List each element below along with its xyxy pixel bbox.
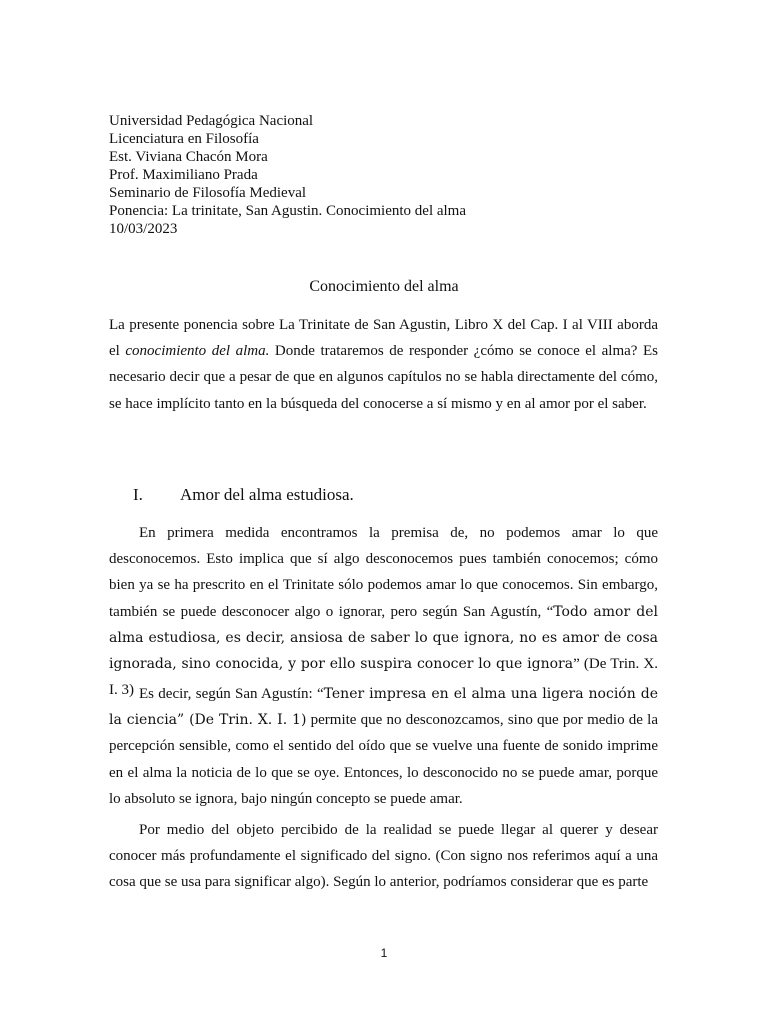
- paragraph4-text: Por medio del objeto percibido de la realidad se puede llegar al querer y desear conocer más profundamente el significado del signo. (Con signo nos referimos aquí a una cosa que se usa para significar algo). Según lo anterior, podríamos considerar que es parte: [109, 822, 658, 891]
- header-seminar: Seminario de Filosofía Medieval: [109, 185, 307, 201]
- paragraph2-quote: Todo amor del alma estudiosa, es decir, ansiosa de saber lo que ignora, no es amor de cosa ignorada, sino conocida, y por ello suspira conocer lo que ignora: [109, 603, 658, 673]
- intro-emphasis: conocimiento del alma.: [125, 343, 270, 360]
- paragraph2-text-before: En primera medida encontramos la premisa de, no podemos amar lo que desconocemos. Esto implica que sí algo desconocemos pues también conocemos; cómo bien ya se ha prescrito en el Trinitate sólo podemos amar lo que conocemos. Sin embargo, también se puede desconocer algo o ignorar, pero según San Agustín, “: [109, 525, 658, 620]
- header-program: Licenciatura en Filosofía: [109, 131, 259, 147]
- intro-text-after: Donde trataremos de responder ¿cómo se conoce el alma? Es necesario decir que a pesar de que en algunos capítulos no se habla directamente del cómo, se hace implícito tanto en la búsqueda del conocerse a sí mismo y en al amor por el saber.: [109, 343, 658, 412]
- page-number: 1: [380, 946, 388, 960]
- header-university: Universidad Pedagógica Nacional: [109, 113, 314, 129]
- paragraph3-text-after: permite que no desconozcamos, sino que por medio de la percepción sensible, como el sentido del oído que se vuelve una fuente de sonido imprime en el alma la noticia de lo que se oye. Entonces, lo desconocido no se puede amar, porque lo absoluto se ignora, bajo ningún concepto se puede amar.: [109, 712, 658, 807]
- document-title: Conocimiento del alma: [309, 278, 459, 295]
- intro-paragraph: [109, 312, 658, 417]
- section-number: I.: [133, 485, 143, 504]
- header-ponencia: Ponencia: La trinitate, San Agustin. Conocimiento del alma: [109, 203, 467, 219]
- section-title: Amor del alma estudiosa.: [180, 485, 354, 504]
- header-date: 10/03/2023: [109, 221, 178, 237]
- paragraph3-quote: Tener impresa en el alma una ligera noción de la ciencia” (De Trin. X. I. 1): [109, 686, 658, 729]
- header-professor: Prof. Maximiliano Prada: [109, 167, 258, 183]
- document-header: [109, 112, 466, 238]
- body-paragraph-4: [109, 817, 658, 896]
- intro-text-before: La presente ponencia sobre La Trinitate de San Agustin, Libro X del Cap. I al VIII aborda el: [109, 317, 658, 360]
- section-heading: [133, 484, 354, 506]
- paragraph3-text-before: Es decir, según San Agustín: “: [139, 686, 324, 702]
- header-student: Est. Viviana Chacón Mora: [109, 149, 268, 165]
- body-paragraph-3: [109, 681, 658, 812]
- paragraph2-text-after: ” (De Trin. X. I. 3): [109, 656, 658, 699]
- body-paragraph-2: [109, 520, 658, 703]
